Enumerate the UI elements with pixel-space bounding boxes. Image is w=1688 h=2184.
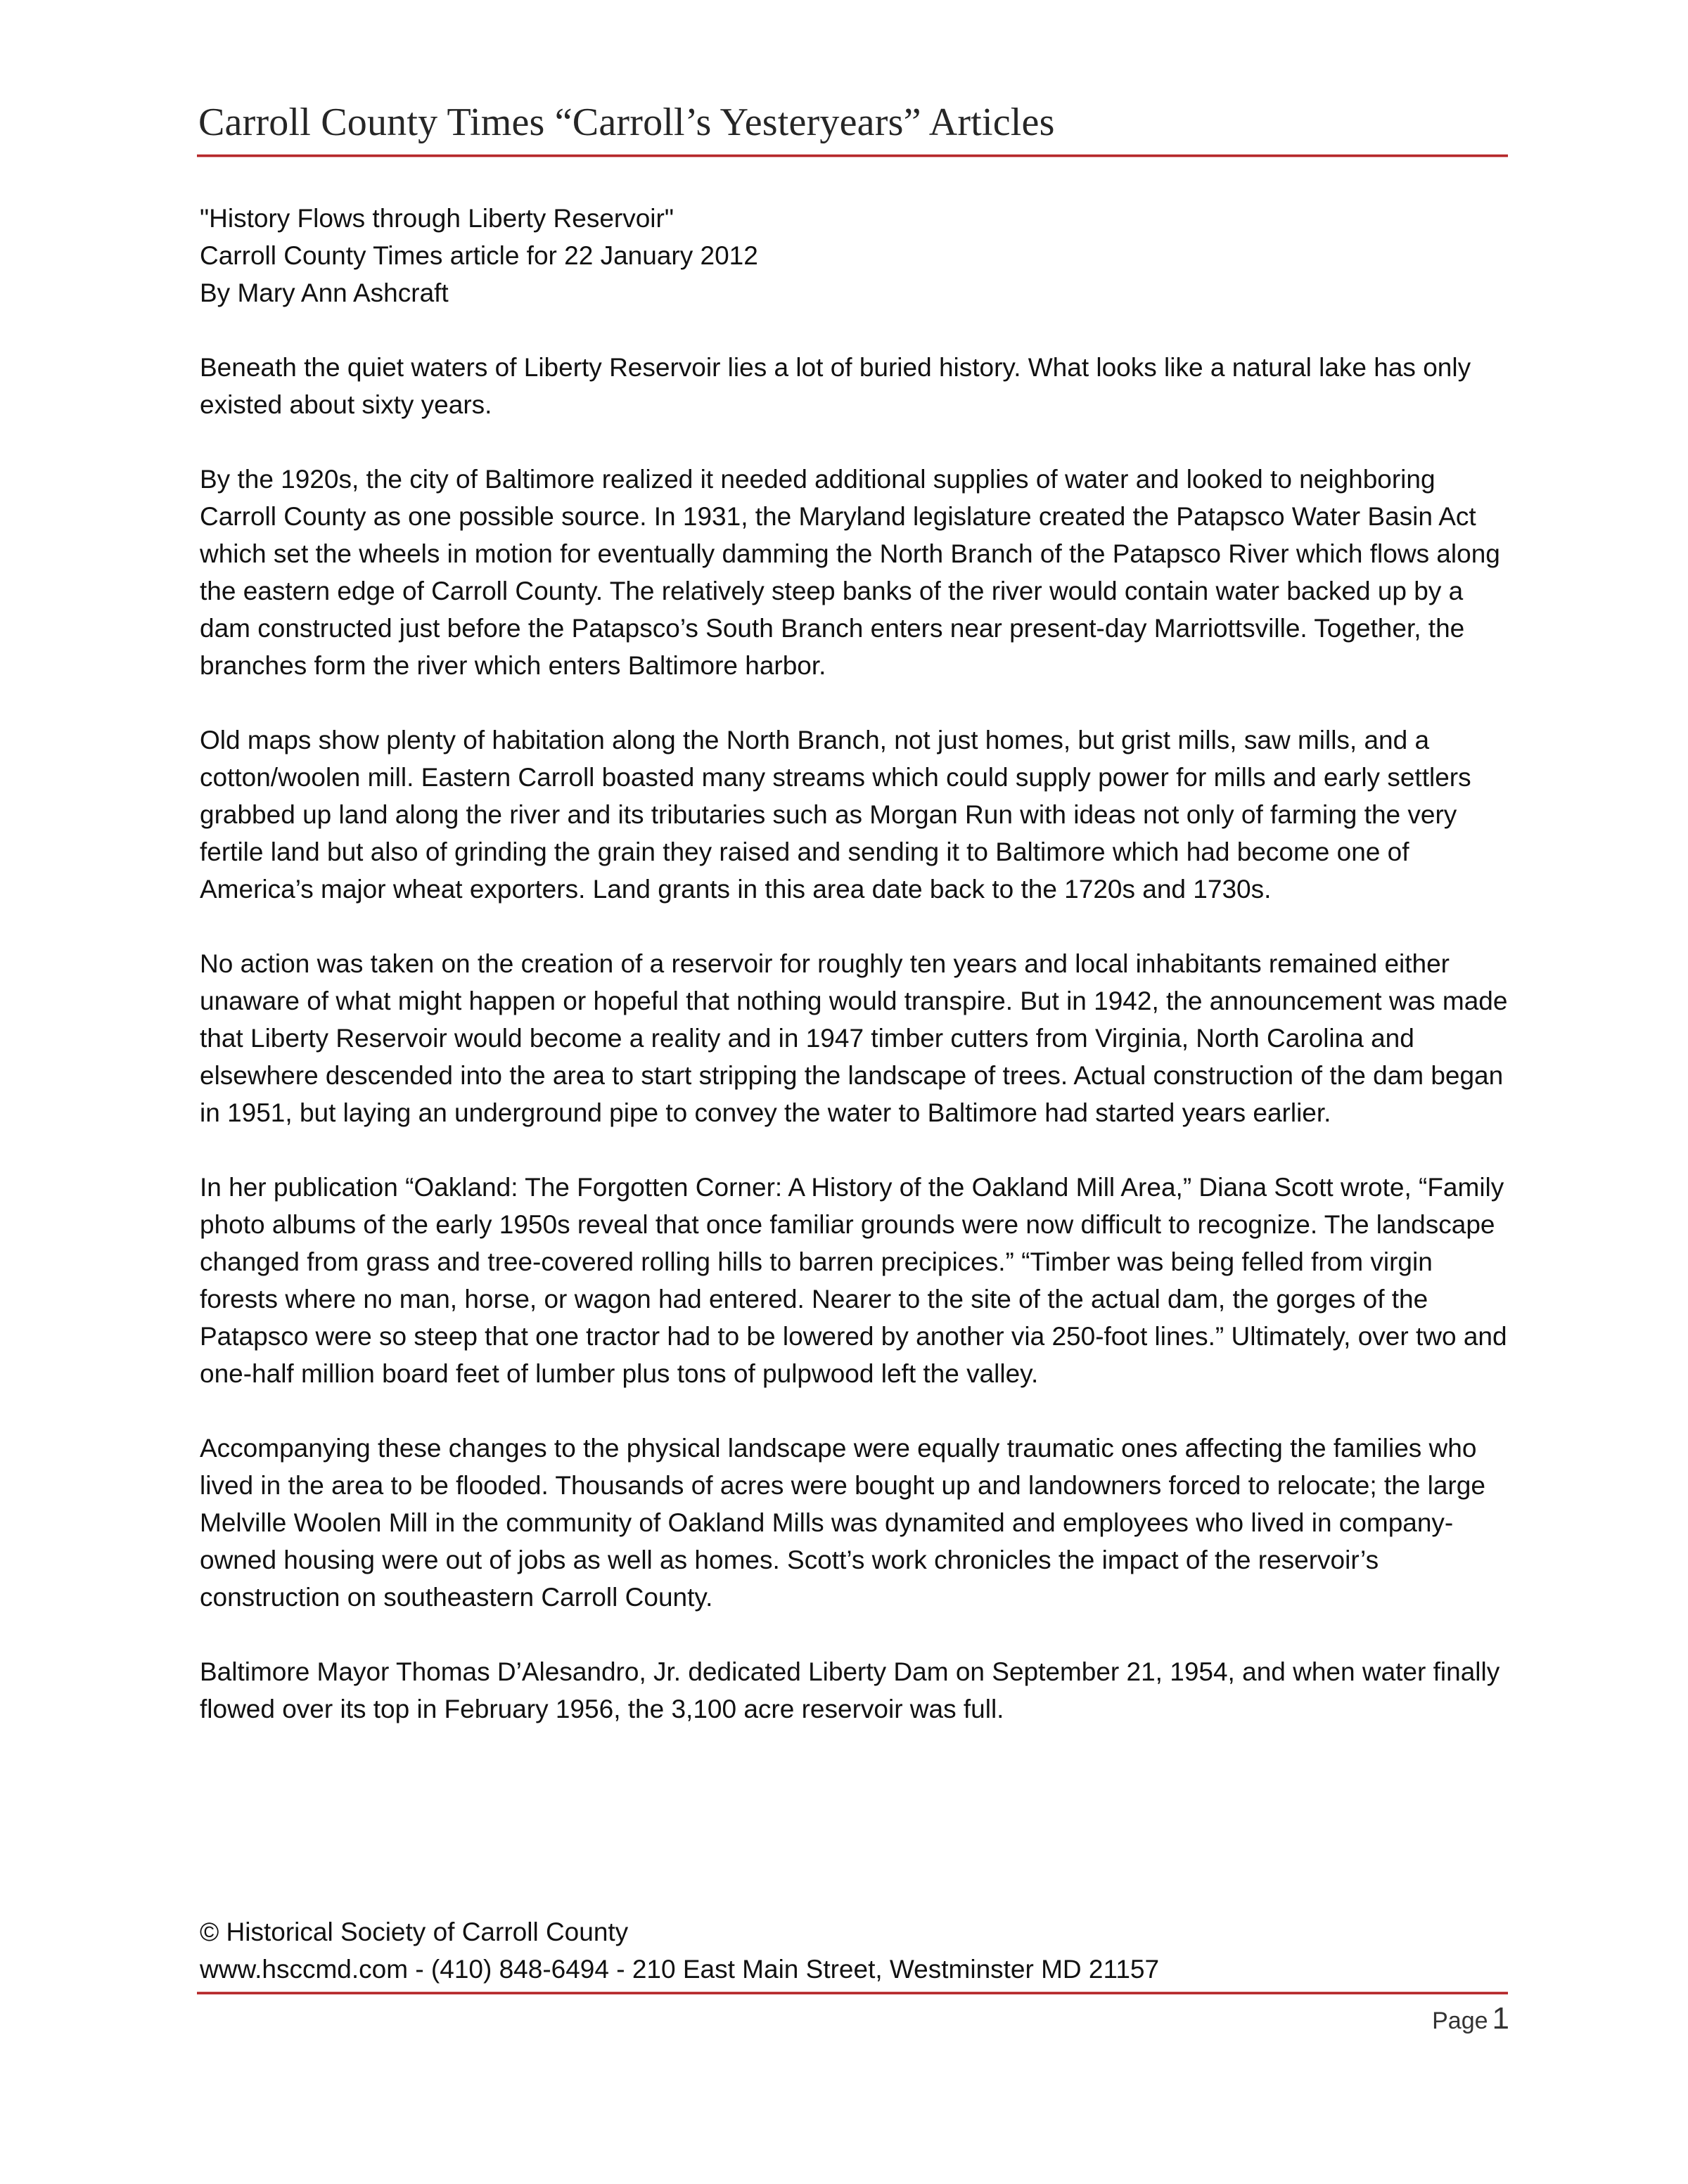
paragraph: Baltimore Mayor Thomas D’Alesandro, Jr. dedicated Liberty Dam on September 21, 1954, and when water finally flowed over its top in February 1956, the 3,100 acre reservoir was full. (200, 1657, 1500, 1723)
article-body (200, 200, 1515, 1765)
paragraph: Beneath the quiet waters of Liberty Reservoir lies a lot of buried history. What looks like a natural lake has only existed about sixty years. (200, 353, 1471, 419)
article-title: "History Flows through Liberty Reservoir" (200, 204, 674, 233)
publication-line: Carroll County Times article for 22 January 2012 (200, 241, 758, 270)
running-header-title: Carroll County Times “Carroll’s Yesteryears” Articles (198, 101, 1055, 144)
paragraph: No action was taken on the creation of a reservoir for roughly ten years and local inhabitants remained either unaware of what might happen or hopeful that nothing would transpire. But in 1942, the announcement was made that Liberty Reservoir would become a reality and in 1947 timber cutters from Virginia, North Carolina and elsewhere descended into the area to start stripping the landscape of trees. Actual construction of the dam began in 1951, but laying an underground pipe to convey the water to Baltimore had started years earlier. (200, 949, 1508, 1127)
copyright-line: © Historical Society of Carroll County (200, 1918, 629, 1946)
contact-line: www.hsccmd.com - (410) 848-6494 - 210 East Main Street, Westminster MD 21157 (200, 1955, 1160, 1984)
page-label: Page (1432, 2008, 1488, 2034)
page-number (1432, 2001, 1509, 2036)
page-number-value: 1 (1492, 2001, 1509, 2036)
byline: By Mary Ann Ashcraft (200, 278, 449, 307)
paragraph: Old maps show plenty of habitation along the North Branch, not just homes, but grist mills, saw mills, and a cotton/woolen mill. Eastern Carroll boasted many streams which could supply power for mills and early settlers grabbed up land along the river and its tributaries such as Morgan Run with ideas not only of farming the very fertile land but also of grinding the grain they raised and sending it to Baltimore which had become one of America’s major wheat exporters. Land grants in this area date back to the 1720s and 1730s. (200, 726, 1471, 904)
paragraph: By the 1920s, the city of Baltimore realized it needed additional supplies of water and looked to neighboring Carroll County as one possible source. In 1931, the Maryland legislature created the Patapsco Water Basin Act which set the wheels in motion for eventually damming the North Branch of the Patapsco River which flows along the eastern edge of Carroll County. The relatively steep banks of the river would contain water backed up by a dam constructed just before the Patapsco’s South Branch enters near present-day Marriottsville. Together, the branches form the river which enters Baltimore harbor. (200, 465, 1500, 680)
page-footer (200, 1913, 1515, 1988)
header-rule (197, 155, 1508, 157)
article-meta (200, 200, 1515, 311)
footer-rule (197, 1992, 1508, 1994)
paragraph: In her publication “Oakland: The Forgotten Corner: A History of the Oakland Mill Area,” Diana Scott wrote, “Family photo albums of the early 1950s reveal that once familiar grounds were now difficult to recognize. The landscape changed from grass and tree-covered rolling hills to barren precipices.” “Timber was being felled from virgin forests where no man, horse, or wagon had entered. Nearer to the site of the actual dam, the gorges of the Patapsco were so steep that one tractor had to be lowered by another via 250-foot lines.” Ultimately, over two and one-half million board feet of lumber plus tons of pulpwood left the valley. (200, 1173, 1507, 1388)
paragraph: Accompanying these changes to the physical landscape were equally traumatic ones affecting the families who lived in the area to be flooded. Thousands of acres were bought up and landowners forced to relocate; the large Melville Woolen Mill in the community of Oakland Mills was dynamited and employees who lived in company-owned housing were out of jobs as well as homes. Scott’s work chronicles the impact of the reservoir’s construction on southeastern Carroll County. (200, 1434, 1485, 1612)
